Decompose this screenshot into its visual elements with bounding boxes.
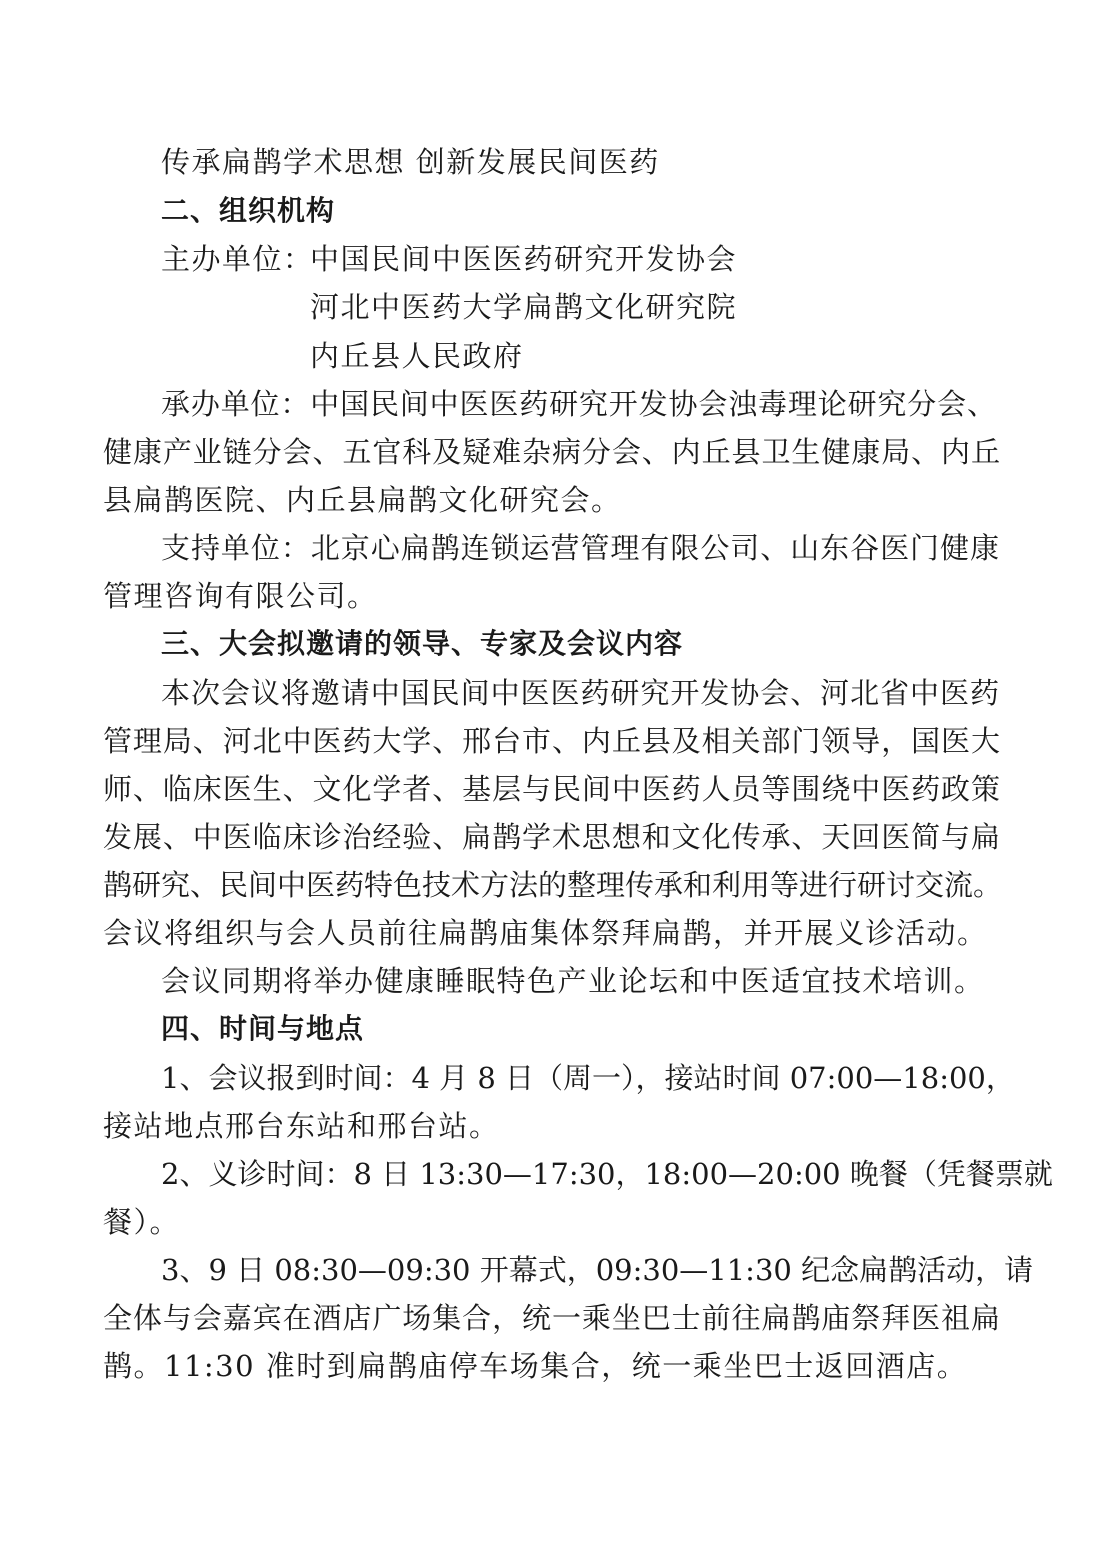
- support-line-2: 管理咨询有限公司。: [103, 579, 378, 613]
- item-1-line-1: 1、会议报到时间：4 月 8 日（周一），接站时间 07:00—18:00，: [161, 1061, 1015, 1095]
- item-2-line-2: 餐）。: [103, 1205, 181, 1239]
- content-line-1: 本次会议将邀请中国民间中医医药研究开发协会、河北省中医药: [161, 676, 999, 710]
- organizer-line-1: 承办单位：中国民间中医医药研究开发协会浊毒理论研究分会、: [161, 387, 996, 421]
- organizer-line-2: 健康产业链分会、五官科及疑难杂病分会、内丘县卫生健康局、内丘: [103, 435, 1000, 469]
- content-line-2: 管理局、河北中医药大学、邢台市、内丘县及相关部门领导，国医大: [103, 724, 1000, 758]
- organizer-line-3: 县扁鹊医院、内丘县扁鹊文化研究会。: [103, 483, 622, 517]
- theme-line: 传承扁鹊学术思想 创新发展民间医药: [161, 145, 660, 179]
- content-line-6: 会议将组织与会人员前往扁鹊庙集体祭拜扁鹊，并开展义诊活动。: [103, 916, 988, 950]
- item-3-line-1: 3、9 日 08:30—09:30 开幕式，09:30—11:30 纪念扁鹊活动，请: [161, 1253, 1034, 1287]
- support-line-1: 支持单位：北京心扁鹊连锁运营管理有限公司、山东谷医门健康: [161, 531, 999, 565]
- item-2-line-1: 2、义诊时间：8 日 13:30—17:30，18:00—20:00 晚餐（凭餐票就: [161, 1157, 1053, 1191]
- section-heading-time-place: 四、时间与地点: [161, 1012, 365, 1045]
- section-heading-invited: 三、大会拟邀请的领导、专家及会议内容: [161, 627, 684, 660]
- section-heading-organization: 二、组织机构: [161, 194, 336, 227]
- content-line-3: 师、临床医生、文化学者、基层与民间中医药人员等围绕中医药政策: [103, 772, 1000, 806]
- item-3-line-2: 全体与会嘉宾在酒店广场集合，统一乘坐巴士前往扁鹊庙祭拜医祖扁: [103, 1301, 1000, 1335]
- host-label: 主办单位：: [161, 242, 314, 276]
- host-unit-1: 中国民间中医医药研究开发协会: [310, 242, 738, 276]
- content-line-5: 鹊研究、民间中医药特色技术方法的整理传承和利用等进行研讨交流。: [103, 868, 1003, 902]
- content-line-4: 发展、中医临床诊治经验、扁鹊学术思想和文化传承、天回医简与扁: [103, 820, 1000, 854]
- host-unit-2: 河北中医药大学扁鹊文化研究院: [310, 290, 738, 324]
- item-3-line-3: 鹊。11:30 准时到扁鹊庙停车场集合，统一乘坐巴士返回酒店。: [103, 1349, 968, 1383]
- host-unit-3: 内丘县人民政府: [310, 339, 524, 373]
- item-1-line-2: 接站地点邢台东站和邢台站。: [103, 1109, 500, 1143]
- forum-line: 会议同期将举办健康睡眠特色产业论坛和中医适宜技术培训。: [161, 964, 985, 998]
